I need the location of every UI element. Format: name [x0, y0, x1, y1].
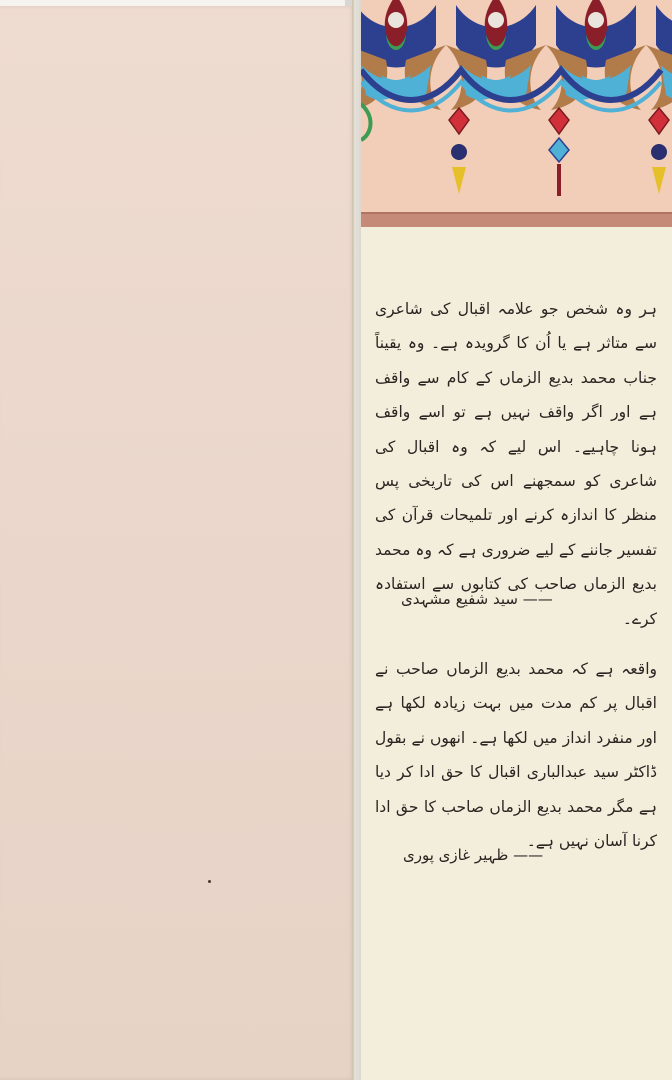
quote-1-paragraph: ہر وہ شخص جو علامہ اقبال کی شاعری سے متاثر ہے یا اُن کا گرویدہ ہے۔ وہ یقیناً جناب محمد بدیع الزماں کے کام سے واقف ہے اور اگر واقف نہیں ہے تو اسے واقف ہونا چاہیے۔ اس لیے کہ وہ اقبال کی شاعری کو سمجھنے اس کی تاریخی پس منظر کا اندازہ کرنے اور تلمیحات قرآن کی تفسیر جاننے کے لیے ضروری ہے کہ وہ محمد بدیع الزماں صاحب کی کتابوں سے استفادہ کرے۔ [375, 300, 657, 628]
quote-2-signature: —— ظہیر غازی پوری [403, 846, 544, 864]
quote-1-signature: —— سید شفیع مشہدی [401, 590, 553, 608]
quote-2-paragraph: واقعہ ہے کہ محمد بدیع الزماں صاحب نے اقبال پر کم مدت میں بہت زیادہ لکھا ہے اور منفرد انداز میں لکھا ہے۔ انھوں نے بقول ڈاکٹر سید عبدالباری اقبال کا حق ادا کر دیا ہے مگر محمد بدیع الزماں صاحب کا حق ادا کرنا آسان نہیں ہے۔ [375, 660, 657, 851]
floral-ornament-graphic [361, 0, 672, 212]
floral-border-ornament [361, 0, 672, 225]
quote-1-text [375, 292, 657, 636]
back-cover [361, 0, 672, 1080]
paper-speck [208, 880, 211, 883]
spine-shadow [356, 0, 361, 1080]
inner-flap-page [0, 6, 355, 1080]
quote-2-text [375, 652, 657, 858]
ornament-border-band [361, 212, 672, 227]
